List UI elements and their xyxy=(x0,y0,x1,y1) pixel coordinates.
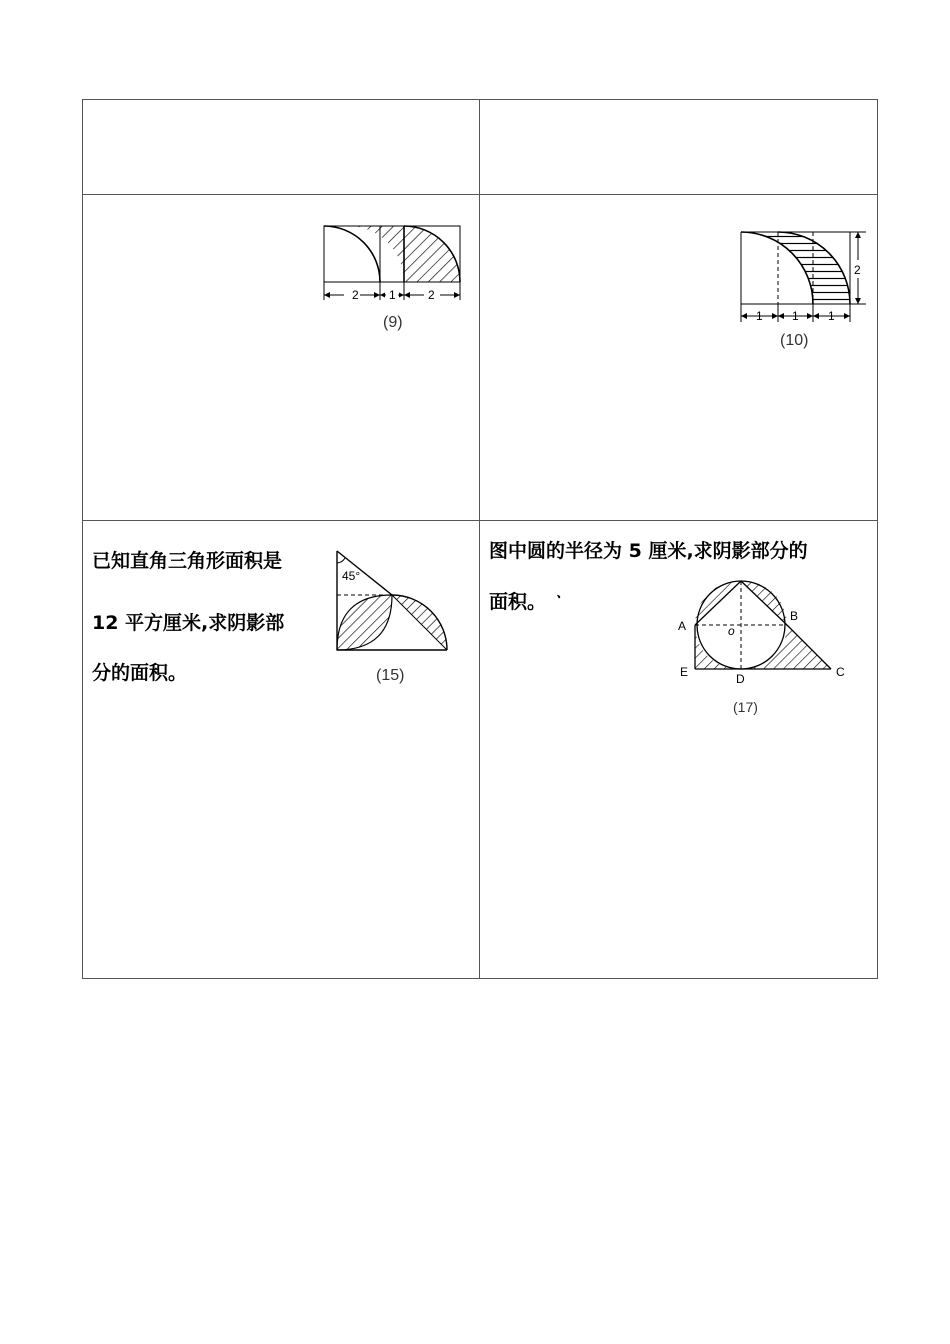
figure-15 xyxy=(332,545,454,657)
problem-17-line-1: 图中圆的半径为 5 厘米,求阴影部分的 xyxy=(489,540,808,562)
point-o: o xyxy=(728,624,735,638)
dim-10-height: 2 xyxy=(854,263,861,277)
figure-10 xyxy=(736,226,876,326)
point-b: B xyxy=(790,609,799,623)
dim-9-b: 1 xyxy=(389,288,396,302)
figure-9-label: (9) xyxy=(383,314,403,331)
problem-17-mark: ㆍ xyxy=(552,590,566,606)
dim-9-a: 2 xyxy=(352,288,359,302)
problem-15-line-3: 分的面积。 xyxy=(92,662,188,684)
point-c: C xyxy=(836,665,845,679)
figure-17-label: (17) xyxy=(733,699,758,715)
dim-9-c: 2 xyxy=(428,288,435,302)
angle-15: 45° xyxy=(342,569,361,583)
figure-10-label: (10) xyxy=(780,332,809,349)
point-a: A xyxy=(678,619,687,633)
point-e: E xyxy=(680,665,689,679)
point-d: D xyxy=(736,672,745,686)
problem-15-line-1: 已知直角三角形面积是 xyxy=(92,550,283,572)
problem-17-line-2: 面积。 xyxy=(489,591,547,613)
dim-10-a: 1 xyxy=(756,309,763,323)
figure-9 xyxy=(320,220,466,310)
figure-15-label: (15) xyxy=(376,667,405,684)
dim-10-c: 1 xyxy=(828,309,835,323)
figure-17 xyxy=(674,570,854,690)
dim-10-b: 1 xyxy=(792,309,799,323)
problem-15-line-2: 12 平方厘米,求阴影部 xyxy=(92,612,285,634)
